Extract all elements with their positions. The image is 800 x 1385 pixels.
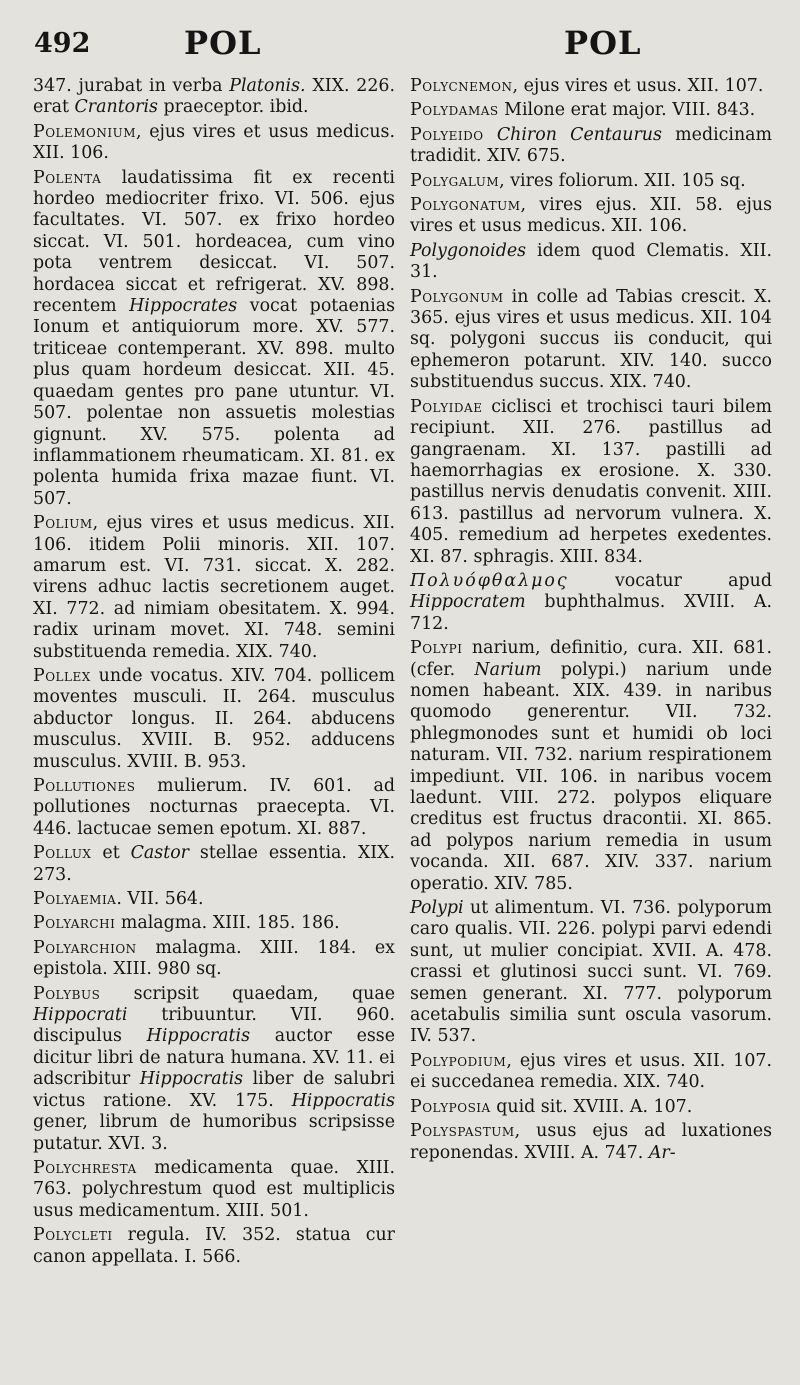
index-entry	[33, 1158, 395, 1222]
entry-text: ut alimentum. VI. 736. polyporum caro qualis. VII. 226. polypi parvi edendi sunt, ut mulier concipiat. XVII. A. 478. crassi et glutinosi succi sunt. VI. 769. semen generant. XI. 777. polyporum acetabulis similia sunt oscula vasorum. IV. 537.	[410, 898, 772, 1047]
entry-italic: Platonis.	[229, 76, 306, 96]
entry-italic: Ar-	[648, 1142, 676, 1163]
entry-text: narium, definitio, cura. XII. 681. (cfer.	[410, 638, 772, 680]
index-entry	[410, 195, 772, 238]
index-entry	[410, 287, 772, 394]
index-entry	[33, 776, 395, 840]
entry-text: laudatissima fit ex recenti hordeo mediocriter frixo. VI. 506. ejus facultates. VI. 507. ex frixo hordeo siccat. VI. 501. hordeacea, cum vino pota ventrem desiccat. VI. 507. hordacea siccat et refrigerat. XV. 898. recentem	[33, 167, 395, 317]
page-number: 492	[34, 28, 91, 59]
entry-text	[484, 125, 497, 145]
entry-headword: Polycleti	[33, 1225, 113, 1246]
entry-italic: Hippocrates	[129, 296, 238, 317]
entry-text: regula. IV. 352. statua cur canon appellata. I. 566.	[33, 1225, 395, 1267]
index-entry	[33, 122, 395, 165]
entry-text: malagma. XIII. 185. 186.	[115, 913, 340, 934]
entry-headword: Polycnemon	[410, 76, 513, 96]
entry-italic: Hippocratis	[146, 1026, 251, 1047]
entry-headword: Polenta	[33, 167, 102, 188]
entry-text: Milone erat major. VIII. 843.	[498, 100, 756, 121]
running-head-left: POL	[184, 24, 262, 62]
index-entry	[410, 76, 772, 97]
entry-text: auctor esse dicitur libri de natura humana. XV. 11. ei adscribitur	[33, 1026, 395, 1090]
index-entry	[33, 513, 395, 663]
entry-text: ciclisci et trochisci tauri bilem recipiunt. XII. 276. pastillus ad gangraenam. XI. 137. pastilli ad haemorrhagias ex erosione. X. 330. pastillus nervis denudatis convenit. XIII. 613. pastillus ad nervorum vulnera. X. 405. remedium ad herpetes exedentes. XI. 87. sphragis. XIII. 834.	[410, 396, 772, 567]
entry-headword: Polypodium	[410, 1050, 507, 1071]
index-entry	[410, 1121, 772, 1164]
entry-text: quid sit. XVIII. A. 107.	[490, 1096, 693, 1117]
entry-headword: Polyarchion	[33, 937, 137, 958]
index-entry	[410, 638, 772, 895]
entry-text: et	[91, 843, 131, 864]
entry-headword: Polyarchi	[33, 913, 116, 934]
entry-headword: Pollutiones	[33, 776, 136, 796]
index-entry	[33, 984, 395, 1155]
entry-text: , ejus vires et usus. XII. 107.	[512, 76, 764, 96]
entry-headword: Polyeido	[410, 124, 484, 145]
index-entry	[33, 843, 395, 886]
entry-headword: Polyaemia	[33, 889, 117, 910]
index-entry	[33, 666, 395, 773]
entry-text: mulierum. IV. 601. ad pollutiones nocturnas praecepta. VI. 446. lactucae semen epotum. XI. 887.	[33, 776, 395, 839]
entry-headword: Polypi	[410, 638, 463, 659]
left-column	[33, 76, 395, 1271]
entry-headword: Polyspastum	[410, 1121, 515, 1142]
entry-text: , vires foliorum. XII. 105 sq.	[499, 170, 746, 191]
entry-text: XIX. 226. erat	[33, 76, 395, 118]
entry-headword: Polygalum	[410, 170, 500, 191]
entry-headword: Polygonum	[410, 286, 504, 307]
entry-text: , ejus vires et usus medicus. XII. 106. itidem Polii minoris. XII. 107. amarum est. VI. 731. siccat. X. 282. virens adhuc lactis secretionem auget. XI. 772. ad nimiam obesitatem. X. 994. radix urinam movet. XI. 748. semini substituenda remedia. XIX. 740.	[33, 513, 395, 662]
entry-italic: Chiron Centaurus	[496, 124, 662, 145]
index-entry	[33, 938, 395, 981]
entry-text: gener, librum de humoribus scripsisse putatur. XVI. 3.	[33, 1112, 395, 1154]
entry-text: buphthalmus. XVIII. A. 712.	[410, 592, 772, 634]
entry-headword: Polychresta	[33, 1157, 137, 1178]
entry-text: vocatur apud	[568, 570, 772, 591]
index-entry	[410, 241, 772, 284]
entry-headword: Polygonatum	[410, 195, 521, 216]
index-entry	[410, 100, 772, 121]
running-head-right: POL	[564, 24, 642, 62]
index-entry	[410, 898, 772, 1048]
entry-text: polypi.) narium unde nomen habeant. XIX. 439. in naribus quomodo generentur. VII. 732. phlegmonodes sunt et humidi ob loci naturam. VII. 732. narium respirationem impediunt. VII. 106. in naribus vocem laedunt. VIII. 272. polypos eliquare creditus est fructus dracontii. XI. 865. ad polypos narium remedia in usum vocanda. XII. 687. XIV. 337. narium operatio. XIV. 785.	[410, 659, 772, 894]
entry-headword: Pollux	[33, 843, 92, 864]
entry-headword: Polyposia	[410, 1096, 491, 1117]
index-entry	[33, 168, 395, 511]
entry-text: malagma. XIII. 184. ex epistola. XIII. 980 sq.	[33, 937, 395, 980]
index-entry	[410, 571, 772, 635]
entry-text: idem quod Clematis. XII. 31.	[410, 240, 772, 283]
entry-headword: Polydamas	[410, 100, 499, 121]
entry-italic: Hippocratem	[410, 592, 526, 613]
entry-italic: Polypi	[410, 898, 464, 919]
entry-italic: Hippocrati	[33, 1005, 128, 1026]
entry-italic: Polygonoides	[410, 240, 527, 261]
entry-text: praeceptor. ibid.	[157, 97, 309, 118]
entry-italic: Narium	[474, 659, 542, 680]
index-entry	[410, 125, 772, 168]
entry-italic: Hippocratis	[139, 1069, 244, 1090]
index-entry	[410, 171, 772, 192]
entry-headword: Polemonium	[33, 121, 137, 142]
index-entry	[410, 397, 772, 568]
entry-text: stellae essentia. XIX. 273.	[33, 843, 396, 885]
entry-italic: Hippocratis	[291, 1090, 395, 1111]
right-column	[410, 76, 772, 1167]
index-entry	[410, 1097, 772, 1118]
entry-headword: Polybus	[33, 983, 101, 1004]
entry-headword: Polyidae	[410, 396, 483, 417]
entry-text: , ejus vires et usus. XII. 107. ei succedanea remedia. XIX. 740.	[410, 1050, 772, 1093]
entry-text: medicamenta quae. XIII. 763. polychrestum quod est multiplicis usus medicamentum. XIII. 501.	[33, 1157, 395, 1221]
index-entry	[33, 76, 395, 119]
entry-text: . VII. 564.	[116, 889, 204, 910]
entry-text: scripsit quaedam, quae	[100, 983, 395, 1004]
entry-headword: Pollex	[33, 665, 91, 686]
entry-text: 347. jurabat in verba	[33, 76, 230, 96]
entry-text: medicinam tradidit. XIV. 675.	[410, 124, 773, 167]
entry-text: liber de salubri victus ratione. XV. 175.	[33, 1069, 395, 1111]
entry-italic: Crantoris	[74, 97, 158, 118]
index-entry	[33, 1225, 395, 1268]
entry-greek: Πολυόφθαλμος	[410, 570, 569, 591]
page-header	[0, 24, 800, 68]
entry-text: unde vocatus. XIV. 704. pollicem moventes musculi. II. 264. musculus abductor longus. II. 264. abducens musculus. XVIII. B. 952. adducens musculus. XVIII. B. 953.	[33, 665, 395, 772]
entry-text: in colle ad Tabias crescit. X. 365. ejus vires et usus medicus. XII. 104 sq. polygoni succus iis conducit, qui ephemeron potarunt. XIV. 140. succo substituendus succus. XIX. 740.	[410, 286, 772, 393]
entry-text: tribuuntur. VII. 960. discipulus	[33, 1005, 395, 1047]
index-entry	[33, 913, 395, 934]
entry-headword: Polium	[33, 513, 93, 534]
entry-text: , vires ejus. XII. 58. ejus vires et usus medicus. XII. 106.	[410, 195, 772, 237]
index-entry	[33, 889, 395, 910]
index-entry	[410, 1051, 772, 1094]
entry-text: vocat potaenias Ionum et antiquiorum more. XV. 577. triticeae contemperant. XV. 898. multo plus quam hordeum desiccat. XII. 45. quaedam gentes pro pane utuntur. VI. 507. polentae non assuetis molestias gignunt. XV. 575. polenta ad inflammationem rheumaticam. XI. 81. ex polenta humida frixa mazae fiunt. VI. 507.	[33, 296, 395, 509]
entry-text: , usus ejus ad luxationes reponendas. XVIII. A. 747.	[410, 1121, 772, 1163]
entry-italic: Castor	[130, 843, 189, 864]
entry-text: , ejus vires et usus medicus. XII. 106.	[33, 121, 395, 164]
